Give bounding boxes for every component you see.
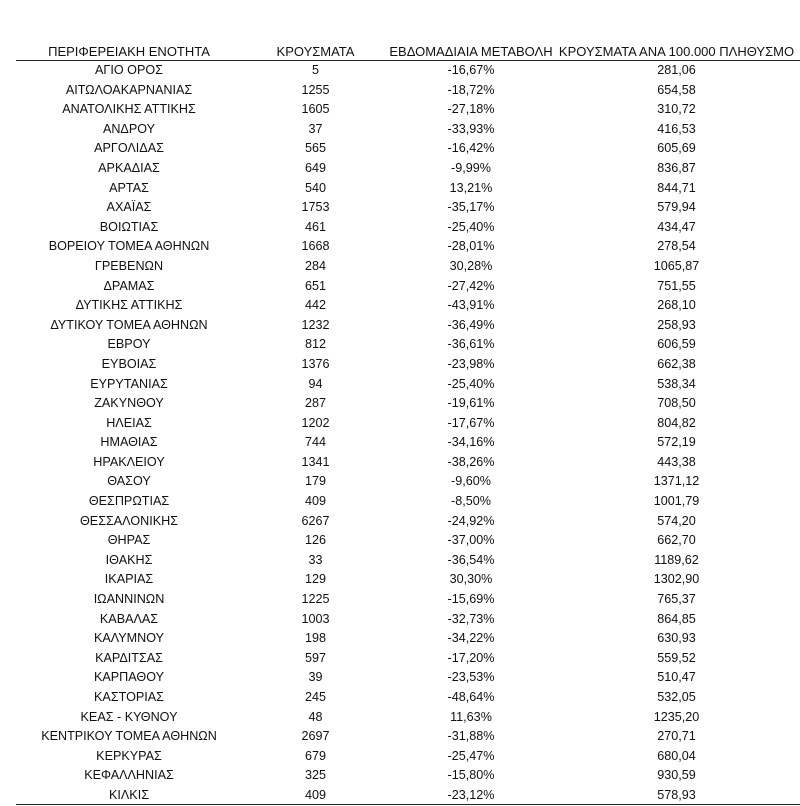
- cell-cases-per-100k: 434,47: [657, 219, 696, 234]
- cell-cases: 597: [304, 650, 326, 665]
- cell-cases: 812: [304, 337, 326, 352]
- cell-cases-per-100k: 510,47: [657, 670, 696, 685]
- cell-regional-unit: ΑΡΚΑΔΙΑΣ: [98, 160, 160, 175]
- header-weekly-change: ΕΒΔΟΜΑΔΙΑΙΑ ΜΕΤΑΒΟΛΗ: [389, 43, 553, 59]
- table-row: [16, 786, 800, 806]
- cell-weekly-change: -23,98%: [447, 356, 495, 371]
- cell-weekly-change: -32,73%: [447, 611, 495, 626]
- cell-cases-per-100k: 258,93: [657, 317, 696, 332]
- cell-weekly-change: -34,16%: [447, 435, 495, 450]
- cell-regional-unit: ΗΡΑΚΛΕΙΟΥ: [93, 454, 165, 469]
- cell-cases: 126: [304, 533, 326, 548]
- cell-regional-unit: ΙΚΑΡΙΑΣ: [104, 572, 154, 587]
- cell-cases: 245: [304, 690, 326, 704]
- cell-cases-per-100k: 751,55: [657, 278, 696, 293]
- cell-cases: 6267: [301, 513, 330, 528]
- cell-cases-per-100k: 836,87: [657, 160, 696, 175]
- cell-cases-per-100k: 804,82: [657, 415, 696, 430]
- cell-cases: 39: [308, 670, 323, 685]
- cell-regional-unit: ΘΑΣΟΥ: [107, 474, 151, 489]
- table-row: [16, 355, 800, 375]
- table-row: [16, 551, 800, 571]
- cell-weekly-change: -27,18%: [447, 102, 495, 117]
- cell-cases-per-100k: 680,04: [657, 748, 696, 763]
- cell-weekly-change: -9,99%: [451, 160, 491, 175]
- cell-regional-unit: ΚΕΑΣ - ΚΥΘΝΟΥ: [80, 709, 178, 724]
- table-row: [16, 296, 800, 316]
- cell-cases: 651: [304, 278, 326, 293]
- cell-cases-per-100k: 574,20: [657, 513, 696, 528]
- cell-regional-unit: ΔΥΤΙΚΗΣ ΑΤΤΙΚΗΣ: [75, 298, 183, 313]
- table-row: [16, 316, 800, 336]
- cell-weekly-change: -25,47%: [447, 748, 495, 763]
- cell-regional-unit: ΕΥΡΥΤΑΝΙΑΣ: [90, 376, 168, 391]
- cell-weekly-change: -37,00%: [447, 533, 495, 548]
- cell-cases-per-100k: 532,05: [657, 690, 696, 704]
- cell-cases-per-100k: 559,52: [657, 650, 696, 665]
- cell-cases: 1003: [301, 611, 330, 626]
- table-row: [16, 492, 800, 512]
- header-cases: ΚΡΟΥΣΜΑΤΑ: [242, 42, 389, 61]
- table-row: [16, 61, 800, 81]
- cell-weekly-change: -16,42%: [447, 141, 495, 156]
- cell-cases-per-100k: 765,37: [657, 592, 696, 607]
- cases-table: [16, 42, 800, 806]
- cell-cases: 33: [308, 552, 323, 567]
- table-row: [16, 531, 800, 551]
- cell-weekly-change: -34,22%: [447, 631, 495, 646]
- cell-weekly-change: -35,17%: [447, 200, 495, 215]
- cell-weekly-change: -8,50%: [451, 494, 491, 509]
- cell-regional-unit: ΑΝΑΤΟΛΙΚΗΣ ΑΤΤΙΚΗΣ: [62, 102, 196, 117]
- cell-regional-unit: ΔΥΤΙΚΟΥ ΤΟΜΕΑ ΑΘΗΝΩΝ: [50, 317, 208, 332]
- cell-cases: 1668: [301, 239, 330, 254]
- cell-regional-unit: ΚΑΣΤΟΡΙΑΣ: [94, 690, 164, 704]
- cell-regional-unit: ΑΝΔΡΟΥ: [102, 121, 156, 136]
- cell-cases-per-100k: 1001,79: [653, 494, 700, 509]
- cell-cases: 409: [304, 494, 326, 509]
- cell-cases-per-100k: 864,85: [657, 611, 696, 626]
- table-row: [16, 512, 800, 532]
- cell-weekly-change: -36,54%: [447, 552, 495, 567]
- cell-cases: 48: [308, 709, 323, 724]
- cell-cases: 37: [308, 121, 323, 136]
- cell-regional-unit: ΚΕΝΤΡΙΚΟΥ ΤΟΜΕΑ ΑΘΗΝΩΝ: [41, 729, 217, 744]
- cell-weekly-change: -48,64%: [447, 690, 495, 704]
- cell-weekly-change: -25,40%: [447, 219, 495, 234]
- cell-cases-per-100k: 281,06: [657, 63, 696, 77]
- cell-regional-unit: ΑΙΤΩΛΟΑΚΑΡΝΑΝΙΑΣ: [65, 82, 193, 97]
- cell-cases-per-100k: 572,19: [657, 435, 696, 450]
- cell-cases-per-100k: 1371,12: [653, 474, 700, 489]
- cell-weekly-change: 13,21%: [449, 180, 493, 195]
- header-regional-unit: ΠΕΡΙΦΕΡΕΙΑΚΗ ΕΝΟΤΗΤΑ: [16, 42, 242, 61]
- cell-cases: 1341: [301, 454, 330, 469]
- table-row: [16, 237, 800, 257]
- table-row: [16, 668, 800, 688]
- cell-cases: 198: [304, 631, 326, 646]
- cell-weekly-change: -16,67%: [447, 63, 495, 77]
- table-row: [16, 120, 800, 140]
- cell-regional-unit: ΙΩΑΝΝΙΝΩΝ: [93, 592, 165, 607]
- cell-cases-per-100k: 662,38: [657, 356, 696, 371]
- cell-cases-per-100k: 654,58: [657, 82, 696, 97]
- cell-cases-per-100k: 930,59: [657, 768, 696, 783]
- cell-cases-per-100k: 268,10: [657, 298, 696, 313]
- cell-cases-per-100k: 579,94: [657, 200, 696, 215]
- cell-cases: 442: [304, 298, 326, 313]
- cell-weekly-change: -18,72%: [447, 82, 495, 97]
- cell-weekly-change: -24,92%: [447, 513, 495, 528]
- table-row: [16, 139, 800, 159]
- cell-weekly-change: -17,20%: [447, 650, 495, 665]
- cell-weekly-change: -27,42%: [447, 278, 495, 293]
- table-header: [16, 42, 800, 61]
- cell-cases: 1232: [301, 317, 330, 332]
- cell-cases: 461: [304, 219, 326, 234]
- cell-weekly-change: -36,49%: [447, 317, 495, 332]
- cell-regional-unit: ΘΗΡΑΣ: [107, 533, 151, 548]
- table-row: [16, 708, 800, 728]
- cell-cases-per-100k: 1189,62: [654, 552, 699, 567]
- table-row: [16, 159, 800, 179]
- cell-weekly-change: -19,61%: [447, 396, 495, 411]
- cell-regional-unit: ΑΓΙΟ ΟΡΟΣ: [95, 63, 163, 77]
- table-row: [16, 375, 800, 395]
- header-cases-per-100k: ΚΡΟΥΣΜΑΤΑ ΑΝΑ 100.000 ΠΛΗΘΥΣΜΟ: [553, 42, 800, 61]
- header-row: [16, 42, 800, 61]
- table-row: [16, 335, 800, 355]
- cell-weekly-change: 30,28%: [449, 258, 493, 273]
- cell-regional-unit: ΕΥΒΟΙΑΣ: [101, 356, 157, 371]
- cell-cases-per-100k: 662,70: [657, 533, 696, 548]
- cell-cases-per-100k: 605,69: [657, 141, 696, 156]
- table-row: [16, 433, 800, 453]
- cell-weekly-change: -23,12%: [447, 787, 495, 802]
- cell-cases: 2697: [301, 729, 330, 744]
- table-row: [16, 649, 800, 669]
- cell-cases-per-100k: 416,53: [657, 121, 696, 136]
- cell-regional-unit: ΚΑΡΔΙΤΣΑΣ: [95, 650, 163, 665]
- table-row: [16, 414, 800, 434]
- cell-cases: 540: [304, 180, 326, 195]
- cell-regional-unit: ΚΕΡΚΥΡΑΣ: [96, 748, 162, 763]
- cell-regional-unit: ΘΕΣΣΑΛΟΝΙΚΗΣ: [80, 513, 178, 528]
- cell-regional-unit: ΔΡΑΜΑΣ: [103, 278, 155, 293]
- cell-cases: 284: [304, 258, 326, 273]
- cell-regional-unit: ΑΡΤΑΣ: [109, 180, 149, 195]
- cell-weekly-change: -25,40%: [447, 376, 495, 391]
- cell-cases-per-100k: 844,71: [657, 180, 696, 195]
- cell-regional-unit: ΓΡΕΒΕΝΩΝ: [94, 258, 164, 273]
- cell-cases-per-100k: 1065,87: [653, 258, 700, 273]
- cell-cases: 1753: [301, 200, 330, 215]
- cell-weekly-change: -9,60%: [451, 474, 491, 489]
- bottom-rule: [16, 804, 800, 805]
- cell-regional-unit: ΒΟΡΕΙΟΥ ΤΟΜΕΑ ΑΘΗΝΩΝ: [48, 239, 210, 254]
- cell-cases: 1255: [301, 82, 330, 97]
- table-row: [16, 766, 800, 786]
- cell-cases: 5: [311, 63, 319, 77]
- table-row: [16, 100, 800, 120]
- table-row: [16, 198, 800, 218]
- cell-cases: 1376: [301, 356, 330, 371]
- cell-regional-unit: ΚΑΡΠΑΘΟΥ: [93, 670, 164, 685]
- table-row: [16, 257, 800, 277]
- cell-cases-per-100k: 1235,20: [653, 709, 700, 724]
- cell-cases-per-100k: 578,93: [657, 787, 696, 802]
- cell-regional-unit: ΙΘΑΚΗΣ: [105, 552, 153, 567]
- table-row: [16, 277, 800, 297]
- cell-weekly-change: -43,91%: [447, 298, 495, 313]
- cell-cases: 1605: [301, 102, 330, 117]
- cell-regional-unit: ΑΡΓΟΛΙΔΑΣ: [94, 141, 164, 156]
- table-row: [16, 453, 800, 473]
- cell-cases: 565: [304, 141, 326, 156]
- cell-weekly-change: -38,26%: [447, 454, 495, 469]
- cell-cases-per-100k: 270,71: [657, 729, 696, 744]
- cell-cases: 744: [304, 435, 326, 450]
- cell-weekly-change: -17,67%: [447, 415, 495, 430]
- cell-weekly-change: 11,63%: [450, 709, 492, 724]
- cell-weekly-change: -23,53%: [447, 670, 495, 685]
- cell-cases-per-100k: 1302,90: [653, 572, 700, 587]
- table-row: [16, 81, 800, 101]
- table-row: [16, 629, 800, 649]
- cases-table-sheet: [16, 42, 800, 806]
- cell-regional-unit: ΚΕΦΑΛΛΗΝΙΑΣ: [84, 768, 174, 783]
- cell-cases-per-100k: 310,72: [657, 102, 696, 117]
- cell-weekly-change: -15,69%: [447, 592, 495, 607]
- cell-regional-unit: ΚΑΒΑΛΑΣ: [99, 611, 159, 626]
- cell-regional-unit: ΘΕΣΠΡΩΤΙΑΣ: [88, 494, 170, 509]
- cell-regional-unit: ΕΒΡΟΥ: [107, 337, 151, 352]
- cell-regional-unit: ΑΧΑΪΑΣ: [106, 200, 152, 215]
- cell-cases-per-100k: 278,54: [657, 239, 696, 254]
- cell-cases: 679: [304, 748, 326, 763]
- table-row: [16, 472, 800, 492]
- cell-regional-unit: ΚΙΛΚΙΣ: [109, 787, 149, 802]
- cell-cases: 325: [304, 768, 326, 783]
- cell-cases-per-100k: 708,50: [657, 396, 696, 411]
- cell-cases: 287: [304, 396, 326, 411]
- cell-weekly-change: -28,01%: [447, 239, 495, 254]
- table-row: [16, 394, 800, 414]
- cell-cases: 649: [304, 160, 326, 175]
- cell-regional-unit: ΗΜΑΘΙΑΣ: [100, 435, 158, 450]
- table-row: [16, 218, 800, 238]
- cell-cases-per-100k: 630,93: [657, 631, 696, 646]
- cell-cases-per-100k: 538,34: [657, 376, 696, 391]
- cell-weekly-change: -15,80%: [447, 768, 495, 783]
- cell-weekly-change: -36,61%: [447, 337, 495, 352]
- cell-weekly-change: 30,30%: [449, 572, 493, 587]
- cell-weekly-change: -31,88%: [447, 729, 495, 744]
- cell-regional-unit: ΗΛΕΙΑΣ: [106, 415, 152, 430]
- table-body: [16, 61, 800, 806]
- cell-cases: 1225: [301, 592, 330, 607]
- table-row: [16, 610, 800, 630]
- cell-cases-per-100k: 606,59: [657, 337, 696, 352]
- cell-weekly-change: -33,93%: [447, 121, 495, 136]
- table-row: [16, 179, 800, 199]
- cell-regional-unit: ΚΑΛΥΜΝΟΥ: [93, 631, 165, 646]
- table-row: [16, 590, 800, 610]
- table-row: [16, 747, 800, 767]
- cell-cases: 1202: [301, 415, 330, 430]
- cell-regional-unit: ΖΑΚΥΝΘΟΥ: [94, 396, 164, 411]
- table-row: [16, 688, 800, 708]
- table-row: [16, 727, 800, 747]
- cell-cases: 179: [304, 474, 326, 489]
- table-row: [16, 570, 800, 590]
- cell-cases: 409: [304, 787, 326, 802]
- cell-cases: 129: [304, 572, 326, 587]
- cell-cases: 94: [308, 376, 323, 391]
- cell-cases-per-100k: 443,38: [657, 454, 696, 469]
- cell-regional-unit: ΒΟΙΩΤΙΑΣ: [99, 219, 159, 234]
